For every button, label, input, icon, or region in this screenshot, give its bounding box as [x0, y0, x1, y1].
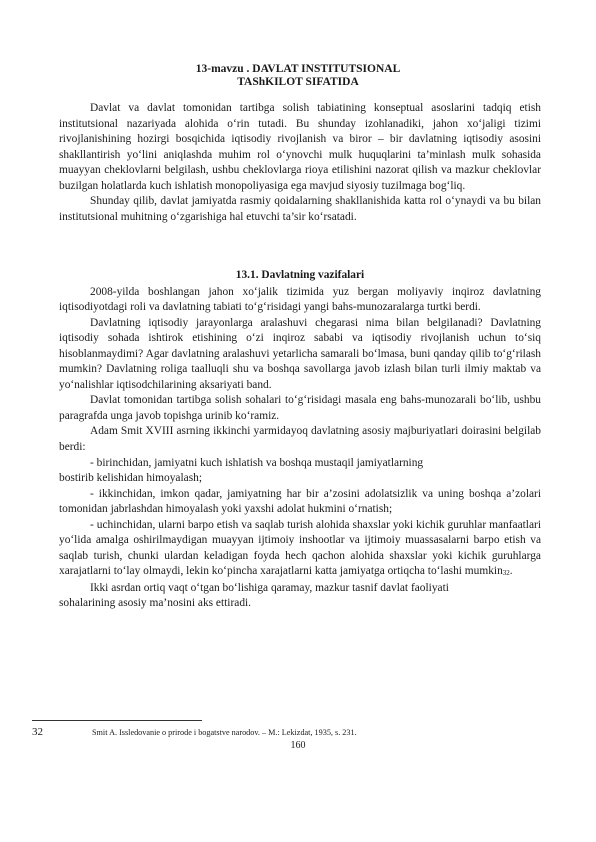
chapter-title-line-2: TAShKILOT SIFATIDA — [237, 76, 359, 88]
paragraph: Davlat va davlat tomonidan tartibga solish tabiatining konseptual asoslarini tadqiq etish institutsional nazariyada alohida o‘rin tutadi. Bu shunday izohlanadiki, jahon xo‘jaligi tizimi rivojlanishining hozirgi bosqichida iqtisodiy rivojlanish va biror – bir davlatning iqtisodiy asosini shakllantirish yo‘lini aniqlashda muhim rol o‘ynovchi mulk huquqlarini ta’minlash mulk sohasida muayyan cheklovlarni belgilash, ushbu cheklovlarga rioya etilishini nazorat qilish va mazkur cheklovlar buzilgan holatlarda kuch ishlatish monopoliyasiga ega mavjud siyosiy tuzilmaga bog‘liq. — [59, 102, 541, 192]
intro-text — [59, 101, 541, 225]
footnote-reference[interactable]: 32 — [502, 569, 510, 578]
footnote-text: Smit A. Issledovanie o prirode i bogatstve narodov. – M.: Lekizdat, 1935, s. 231. — [92, 728, 357, 737]
list-item-3-text: - uchinchidan, ularni barpo etish va saqlab turish alohida shaxslar yoki kichik guruhlar manfaatlari yo‘lida amalga oshirilmaydigan muayyan ijtimoiy inshootlar va ijtimoiy muassasalarni barpo etish va saqlab turish, chunki ulardan keladigan foyda hech qachon alohida shaxslar yoki kichik guruhlarga xarajatlarni to‘lay olmaydi, lekin ko‘pincha xarajatlarni katta jamiyatga ortiqcha to‘lashi mumkin — [59, 518, 541, 578]
list-item-2: - ikkinchidan, imkon qadar, jamiyatning har bir a’zosini adolatsizlik va uning boshqa a’zolari tomonidan jabrlashdan himoyalash yoki yaxshi adolat hukmini o‘rnatish; — [59, 487, 541, 516]
footnote-number: 32 — [32, 726, 43, 738]
closing-line-2: sohalarining asosiy ma’nosini aks ettiradi. — [59, 597, 252, 610]
paragraph: Adam Smit XVIII asrning ikkinchi yarmidayoq davlatning asosiy majburiyatlari doirasini belgilab berdi: — [59, 425, 541, 454]
paragraph: Davlatning iqtisodiy jarayonlarga aralashuvi chegarasi nima bilan belgilanadi? Davlatning iqtisodiy sohada ishtirok etishining o‘zi inqiroz sababi va iqtisodiy rivojlanish uchun to‘siq hisoblanmaydimi? Agar davlatning aralashuvi yetarlicha samarali bo‘lmasa, buni qanday qilib to‘g‘rilash mumkin? Davlatning roliga taalluqli shu va boshqa savollarga javob izlash bilan turli ilmiy maktab va yo‘nalishlar iqtisodchilarining aksariyati band. — [59, 316, 541, 391]
list-item-3 — [59, 518, 541, 581]
list-item-1-line-2: bostirib kelishidan himoyalash; — [59, 472, 203, 485]
footnote — [32, 727, 552, 738]
chapter-title-line-1: 13-mavzu . DAVLAT INSTITUTSIONAL — [195, 63, 401, 75]
paragraph: Shunday qilib, davlat jamiyatda rasmiy qoidalarning shakllanishida katta rol o‘ynaydi va bu bilan institutsional muhitning o‘zgarishiga hal etuvchi ta’sir ko‘rsatadi. — [59, 195, 541, 223]
list-item-1-line-1: - birinchidan, jamiyatni kuch ishlatish va boshqa mustaqil jamiyatlarning — [90, 456, 424, 469]
footnote-divider — [32, 720, 202, 721]
paragraph: Davlat tomonidan tartibga solish sohalari to‘g‘risidagi masala eng bahs-munozarali bo‘lib, ushbu paragrafda unga javob topishga urinib ko‘ramiz. — [59, 394, 541, 422]
section-heading: 13.1. Davlatning vazifalari — [235, 269, 365, 281]
page-number: 160 — [290, 740, 306, 751]
paragraph: 2008-yilda boshlangan jahon xo‘jalik tizimida yuz bergan moliyaviy inqiroz davlatning iqtisodiyotdagi roli va davlatning tabiati to‘g‘risidagi yangi bahs-munozaralarga turtki berdi. — [59, 285, 541, 314]
list-item-3-end: . — [509, 565, 513, 578]
closing-line-1: Ikki asrdan ortiq vaqt o‘tgan bo‘lishiga qaramay, mazkur tasnif davlat faoliyati — [90, 581, 449, 594]
section-text — [59, 264, 541, 612]
